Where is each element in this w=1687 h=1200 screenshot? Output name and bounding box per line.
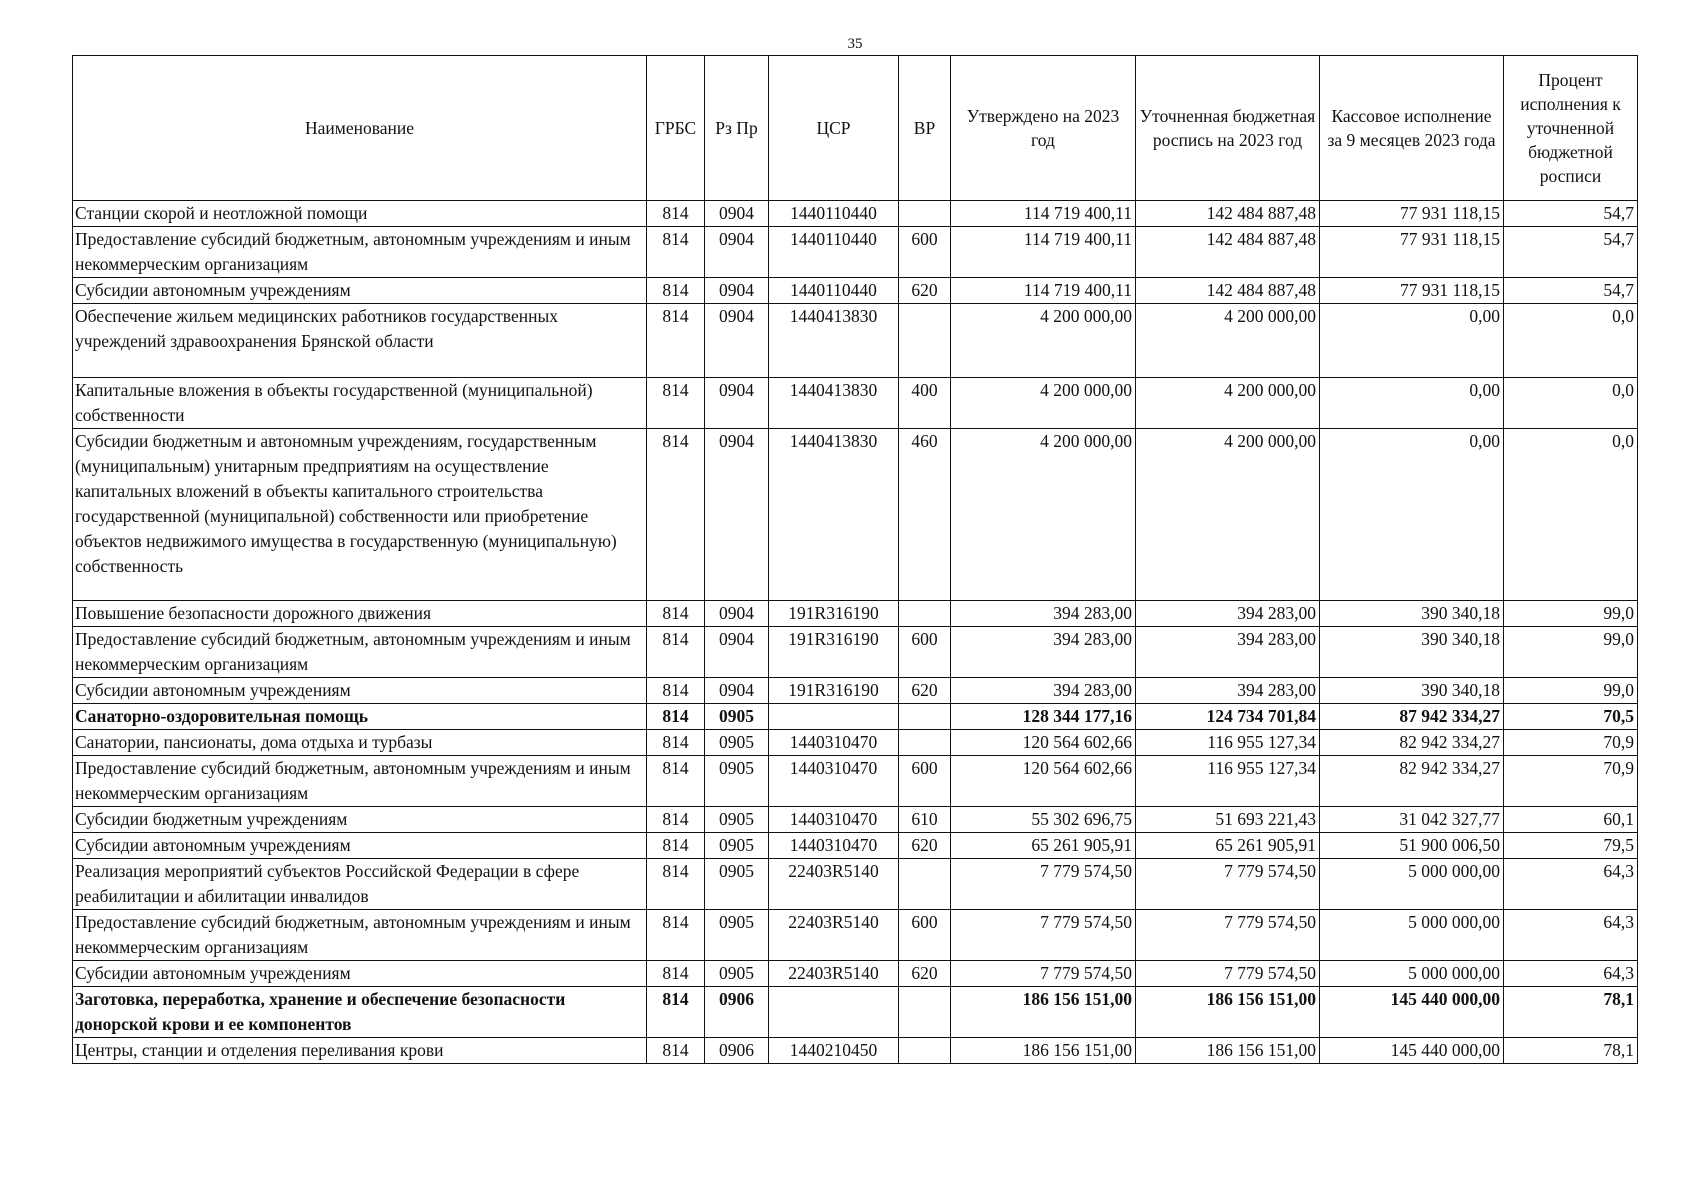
cell-grbs: 814 bbox=[647, 859, 705, 910]
cell-percent: 64,3 bbox=[1504, 859, 1638, 910]
cell-csr: 191R316190 bbox=[769, 601, 899, 627]
cell-cash: 31 042 327,77 bbox=[1320, 807, 1504, 833]
cell-rzpr: 0904 bbox=[705, 627, 769, 678]
cell-approved: 7 779 574,50 bbox=[951, 910, 1136, 961]
cell-name: Предоставление субсидий бюджетным, автономным учреждениям и иным некоммерческим организациям bbox=[73, 756, 647, 807]
cell-vr bbox=[899, 304, 951, 378]
cell-rzpr: 0905 bbox=[705, 910, 769, 961]
cell-name: Субсидии автономным учреждениям bbox=[73, 961, 647, 987]
cell-name: Центры, станции и отделения переливания крови bbox=[73, 1038, 647, 1064]
table-row bbox=[73, 304, 1638, 378]
cell-cash: 390 340,18 bbox=[1320, 601, 1504, 627]
table-row bbox=[73, 227, 1638, 278]
cell-refined: 124 734 701,84 bbox=[1136, 704, 1320, 730]
cell-grbs: 814 bbox=[647, 201, 705, 227]
cell-csr: 22403R5140 bbox=[769, 859, 899, 910]
header-approved: Утверждено на 2023 год bbox=[951, 56, 1136, 201]
cell-grbs: 814 bbox=[647, 227, 705, 278]
cell-cash: 5 000 000,00 bbox=[1320, 859, 1504, 910]
cell-cash: 82 942 334,27 bbox=[1320, 756, 1504, 807]
cell-grbs: 814 bbox=[647, 1038, 705, 1064]
cell-name: Субсидии бюджетным учреждениям bbox=[73, 807, 647, 833]
cell-approved: 7 779 574,50 bbox=[951, 859, 1136, 910]
table-row bbox=[73, 961, 1638, 987]
cell-vr: 600 bbox=[899, 227, 951, 278]
cell-csr: 1440110440 bbox=[769, 278, 899, 304]
cell-cash: 77 931 118,15 bbox=[1320, 227, 1504, 278]
cell-percent: 0,0 bbox=[1504, 304, 1638, 378]
cell-cash: 51 900 006,50 bbox=[1320, 833, 1504, 859]
cell-percent: 0,0 bbox=[1504, 378, 1638, 429]
cell-rzpr: 0905 bbox=[705, 833, 769, 859]
cell-grbs: 814 bbox=[647, 678, 705, 704]
cell-grbs: 814 bbox=[647, 987, 705, 1038]
table-body bbox=[73, 201, 1638, 1064]
cell-rzpr: 0904 bbox=[705, 304, 769, 378]
table-row bbox=[73, 378, 1638, 429]
table-row bbox=[73, 987, 1638, 1038]
cell-grbs: 814 bbox=[647, 756, 705, 807]
cell-rzpr: 0904 bbox=[705, 429, 769, 601]
cell-refined: 142 484 887,48 bbox=[1136, 201, 1320, 227]
cell-cash: 77 931 118,15 bbox=[1320, 278, 1504, 304]
table-row bbox=[73, 730, 1638, 756]
cell-percent: 70,9 bbox=[1504, 756, 1638, 807]
cell-percent: 54,7 bbox=[1504, 201, 1638, 227]
cell-approved: 186 156 151,00 bbox=[951, 1038, 1136, 1064]
cell-vr: 620 bbox=[899, 278, 951, 304]
cell-grbs: 814 bbox=[647, 278, 705, 304]
cell-csr bbox=[769, 987, 899, 1038]
cell-grbs: 814 bbox=[647, 601, 705, 627]
cell-csr: 1440310470 bbox=[769, 833, 899, 859]
cell-percent: 64,3 bbox=[1504, 910, 1638, 961]
cell-rzpr: 0905 bbox=[705, 704, 769, 730]
cell-approved: 7 779 574,50 bbox=[951, 961, 1136, 987]
cell-cash: 77 931 118,15 bbox=[1320, 201, 1504, 227]
cell-cash: 87 942 334,27 bbox=[1320, 704, 1504, 730]
cell-vr: 620 bbox=[899, 833, 951, 859]
cell-csr: 1440110440 bbox=[769, 201, 899, 227]
cell-rzpr: 0905 bbox=[705, 730, 769, 756]
cell-percent: 54,7 bbox=[1504, 227, 1638, 278]
cell-refined: 7 779 574,50 bbox=[1136, 859, 1320, 910]
cell-percent: 70,5 bbox=[1504, 704, 1638, 730]
cell-name: Предоставление субсидий бюджетным, автономным учреждениям и иным некоммерческим организациям bbox=[73, 910, 647, 961]
cell-refined: 186 156 151,00 bbox=[1136, 987, 1320, 1038]
cell-cash: 0,00 bbox=[1320, 429, 1504, 601]
cell-vr: 600 bbox=[899, 627, 951, 678]
cell-cash: 82 942 334,27 bbox=[1320, 730, 1504, 756]
cell-rzpr: 0905 bbox=[705, 859, 769, 910]
cell-name: Субсидии автономным учреждениям bbox=[73, 278, 647, 304]
cell-approved: 55 302 696,75 bbox=[951, 807, 1136, 833]
header-cash: Кассовое исполнение за 9 месяцев 2023 года bbox=[1320, 56, 1504, 201]
cell-rzpr: 0906 bbox=[705, 1038, 769, 1064]
cell-csr: 1440413830 bbox=[769, 378, 899, 429]
cell-rzpr: 0904 bbox=[705, 201, 769, 227]
cell-rzpr: 0905 bbox=[705, 961, 769, 987]
cell-refined: 65 261 905,91 bbox=[1136, 833, 1320, 859]
cell-grbs: 814 bbox=[647, 304, 705, 378]
cell-cash: 0,00 bbox=[1320, 304, 1504, 378]
cell-name: Предоставление субсидий бюджетным, автономным учреждениям и иным некоммерческим организациям bbox=[73, 627, 647, 678]
cell-approved: 394 283,00 bbox=[951, 678, 1136, 704]
table-row bbox=[73, 704, 1638, 730]
cell-percent: 78,1 bbox=[1504, 1038, 1638, 1064]
table-row bbox=[73, 601, 1638, 627]
cell-grbs: 814 bbox=[647, 807, 705, 833]
cell-percent: 99,0 bbox=[1504, 678, 1638, 704]
cell-refined: 116 955 127,34 bbox=[1136, 756, 1320, 807]
cell-refined: 116 955 127,34 bbox=[1136, 730, 1320, 756]
cell-csr: 1440110440 bbox=[769, 227, 899, 278]
cell-approved: 4 200 000,00 bbox=[951, 378, 1136, 429]
header-rzpr: Рз Пр bbox=[705, 56, 769, 201]
cell-percent: 64,3 bbox=[1504, 961, 1638, 987]
cell-cash: 5 000 000,00 bbox=[1320, 961, 1504, 987]
cell-cash: 390 340,18 bbox=[1320, 627, 1504, 678]
cell-rzpr: 0904 bbox=[705, 227, 769, 278]
cell-name: Санаторно-оздоровительная помощь bbox=[73, 704, 647, 730]
cell-csr: 22403R5140 bbox=[769, 961, 899, 987]
cell-name: Повышение безопасности дорожного движения bbox=[73, 601, 647, 627]
table-row bbox=[73, 910, 1638, 961]
table-row bbox=[73, 678, 1638, 704]
cell-vr bbox=[899, 601, 951, 627]
cell-approved: 186 156 151,00 bbox=[951, 987, 1136, 1038]
cell-approved: 120 564 602,66 bbox=[951, 730, 1136, 756]
cell-rzpr: 0905 bbox=[705, 807, 769, 833]
cell-approved: 4 200 000,00 bbox=[951, 429, 1136, 601]
table-header-row bbox=[73, 56, 1638, 201]
cell-csr: 1440413830 bbox=[769, 429, 899, 601]
cell-percent: 70,9 bbox=[1504, 730, 1638, 756]
cell-refined: 4 200 000,00 bbox=[1136, 304, 1320, 378]
cell-approved: 65 261 905,91 bbox=[951, 833, 1136, 859]
cell-grbs: 814 bbox=[647, 730, 705, 756]
cell-grbs: 814 bbox=[647, 627, 705, 678]
table-row bbox=[73, 859, 1638, 910]
header-grbs: ГРБС bbox=[647, 56, 705, 201]
cell-vr bbox=[899, 1038, 951, 1064]
cell-rzpr: 0906 bbox=[705, 987, 769, 1038]
cell-percent: 99,0 bbox=[1504, 627, 1638, 678]
cell-cash: 5 000 000,00 bbox=[1320, 910, 1504, 961]
cell-csr: 22403R5140 bbox=[769, 910, 899, 961]
cell-percent: 54,7 bbox=[1504, 278, 1638, 304]
cell-refined: 4 200 000,00 bbox=[1136, 378, 1320, 429]
cell-cash: 390 340,18 bbox=[1320, 678, 1504, 704]
cell-approved: 128 344 177,16 bbox=[951, 704, 1136, 730]
cell-percent: 78,1 bbox=[1504, 987, 1638, 1038]
cell-percent: 0,0 bbox=[1504, 429, 1638, 601]
cell-rzpr: 0904 bbox=[705, 601, 769, 627]
cell-name: Субсидии бюджетным и автономным учреждениям, государственным (муниципальным) унитарным предприятиям на осуществление капитальных вложений в объекты капитального строительства государственной (муниципальной) собственности или приобретение объектов недвижимого имущества в государственную (муниципальную) собственность bbox=[73, 429, 647, 601]
cell-vr bbox=[899, 730, 951, 756]
cell-refined: 394 283,00 bbox=[1136, 601, 1320, 627]
cell-csr: 1440310470 bbox=[769, 756, 899, 807]
cell-vr bbox=[899, 859, 951, 910]
header-vr: ВР bbox=[899, 56, 951, 201]
table-row bbox=[73, 833, 1638, 859]
cell-name: Станции скорой и неотложной помощи bbox=[73, 201, 647, 227]
header-refined: Уточненная бюджетная роспись на 2023 год bbox=[1136, 56, 1320, 201]
cell-grbs: 814 bbox=[647, 910, 705, 961]
cell-csr: 1440310470 bbox=[769, 807, 899, 833]
cell-name: Субсидии автономным учреждениям bbox=[73, 678, 647, 704]
cell-refined: 7 779 574,50 bbox=[1136, 961, 1320, 987]
table-row bbox=[73, 807, 1638, 833]
cell-vr: 600 bbox=[899, 910, 951, 961]
cell-cash: 145 440 000,00 bbox=[1320, 987, 1504, 1038]
cell-approved: 114 719 400,11 bbox=[951, 201, 1136, 227]
table-row bbox=[73, 278, 1638, 304]
page-number: 35 bbox=[847, 36, 863, 52]
cell-name: Обеспечение жильем медицинских работников государственных учреждений здравоохранения Брянской области bbox=[73, 304, 647, 378]
cell-name: Санатории, пансионаты, дома отдыха и турбазы bbox=[73, 730, 647, 756]
cell-csr: 1440413830 bbox=[769, 304, 899, 378]
cell-csr: 1440210450 bbox=[769, 1038, 899, 1064]
cell-percent: 79,5 bbox=[1504, 833, 1638, 859]
cell-approved: 114 719 400,11 bbox=[951, 278, 1136, 304]
table-row bbox=[73, 627, 1638, 678]
cell-vr: 460 bbox=[899, 429, 951, 601]
cell-name: Предоставление субсидий бюджетным, автономным учреждениям и иным некоммерческим организациям bbox=[73, 227, 647, 278]
cell-refined: 394 283,00 bbox=[1136, 678, 1320, 704]
cell-vr: 400 bbox=[899, 378, 951, 429]
cell-name: Субсидии автономным учреждениям bbox=[73, 833, 647, 859]
cell-vr bbox=[899, 704, 951, 730]
cell-grbs: 814 bbox=[647, 833, 705, 859]
header-name: Наименование bbox=[73, 56, 647, 201]
cell-approved: 114 719 400,11 bbox=[951, 227, 1136, 278]
table-row bbox=[73, 756, 1638, 807]
cell-approved: 394 283,00 bbox=[951, 627, 1136, 678]
cell-vr: 620 bbox=[899, 961, 951, 987]
cell-refined: 142 484 887,48 bbox=[1136, 278, 1320, 304]
header-csr: ЦСР bbox=[769, 56, 899, 201]
cell-grbs: 814 bbox=[647, 429, 705, 601]
cell-csr: 1440310470 bbox=[769, 730, 899, 756]
cell-csr bbox=[769, 704, 899, 730]
cell-refined: 51 693 221,43 bbox=[1136, 807, 1320, 833]
cell-name: Заготовка, переработка, хранение и обеспечение безопасности донорской крови и ее компонентов bbox=[73, 987, 647, 1038]
cell-name: Реализация мероприятий субъектов Российской Федерации в сфере реабилитации и абилитации инвалидов bbox=[73, 859, 647, 910]
cell-csr: 191R316190 bbox=[769, 627, 899, 678]
cell-refined: 186 156 151,00 bbox=[1136, 1038, 1320, 1064]
cell-vr: 610 bbox=[899, 807, 951, 833]
cell-refined: 4 200 000,00 bbox=[1136, 429, 1320, 601]
table-row bbox=[73, 1038, 1638, 1064]
cell-vr: 620 bbox=[899, 678, 951, 704]
cell-csr: 191R316190 bbox=[769, 678, 899, 704]
header-percent: Процент исполнения к уточненной бюджетной росписи bbox=[1504, 56, 1638, 201]
cell-approved: 120 564 602,66 bbox=[951, 756, 1136, 807]
table-row bbox=[73, 201, 1638, 227]
cell-approved: 4 200 000,00 bbox=[951, 304, 1136, 378]
cell-rzpr: 0904 bbox=[705, 678, 769, 704]
cell-refined: 142 484 887,48 bbox=[1136, 227, 1320, 278]
cell-vr bbox=[899, 201, 951, 227]
cell-percent: 60,1 bbox=[1504, 807, 1638, 833]
table-row bbox=[73, 429, 1638, 601]
cell-vr: 600 bbox=[899, 756, 951, 807]
cell-refined: 7 779 574,50 bbox=[1136, 910, 1320, 961]
cell-rzpr: 0904 bbox=[705, 278, 769, 304]
cell-grbs: 814 bbox=[647, 378, 705, 429]
cell-cash: 145 440 000,00 bbox=[1320, 1038, 1504, 1064]
cell-rzpr: 0904 bbox=[705, 378, 769, 429]
cell-approved: 394 283,00 bbox=[951, 601, 1136, 627]
cell-percent: 99,0 bbox=[1504, 601, 1638, 627]
cell-grbs: 814 bbox=[647, 704, 705, 730]
budget-table bbox=[72, 55, 1638, 1064]
cell-cash: 0,00 bbox=[1320, 378, 1504, 429]
cell-vr bbox=[899, 987, 951, 1038]
cell-grbs: 814 bbox=[647, 961, 705, 987]
cell-refined: 394 283,00 bbox=[1136, 627, 1320, 678]
cell-rzpr: 0905 bbox=[705, 756, 769, 807]
cell-name: Капитальные вложения в объекты государственной (муниципальной) собственности bbox=[73, 378, 647, 429]
